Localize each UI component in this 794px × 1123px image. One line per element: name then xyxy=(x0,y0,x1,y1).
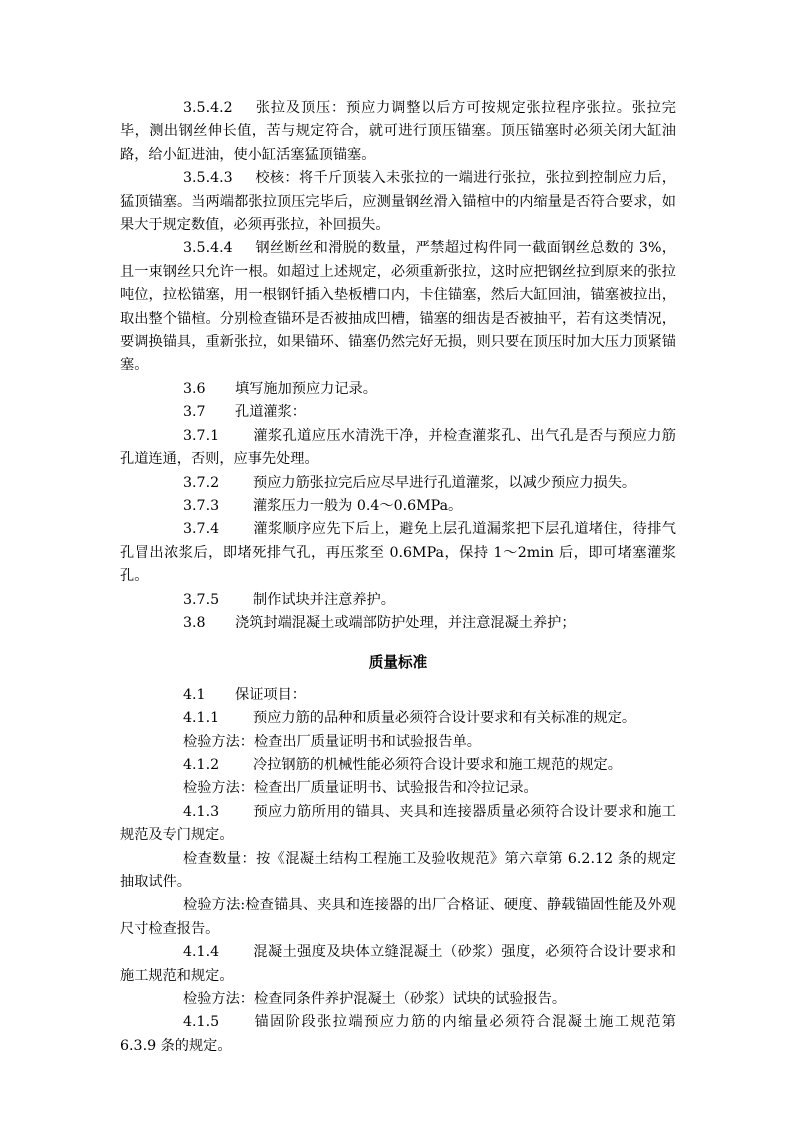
paragraph xyxy=(120,518,676,588)
clause-number: 4.1.2 xyxy=(183,756,220,773)
clause-text: 检查数量：按《混凝土结构工程施工及验收规范》第六章第 6.2.12 条的规定抽取试件。 xyxy=(120,850,676,890)
paragraph xyxy=(120,754,676,777)
clause-number: 3.7.1 xyxy=(183,427,220,444)
paragraph xyxy=(120,237,676,377)
clause-number: 4.1.3 xyxy=(183,803,220,820)
paragraph xyxy=(120,1011,676,1058)
paragraph xyxy=(120,425,676,472)
clause-text: 钢丝断丝和滑脱的数量，严禁超过构件同一截面钢丝总数的 3%，且一束钢丝只允许一根。如超过上述规定，必须重新张拉，这时应把钢丝拉到原来的张拉吨位，拉松锚塞，用一根钢钎插入垫板槽口内，卡住锚塞，然后大缸回油，锚塞被拉出，取出整个锚楦。分别检查锚环是否被抽成凹槽，锚塞的细齿是否被抽平，若有这类情况，要调换锚具，重新张拉，如果锚环、锚塞仍然完好无损，则只要在顶压时加大压力顶紧锚塞。 xyxy=(120,240,676,374)
paragraph xyxy=(120,472,676,495)
clause-number: 3.7 xyxy=(183,404,206,421)
clause-text: 混凝土强度及块体立缝混凝土（砂浆）强度，必须符合设计要求和施工规范和规定。 xyxy=(120,944,676,984)
clause-number: 4.1 xyxy=(183,686,206,703)
clause-text: 保证项目： xyxy=(235,686,306,703)
paragraph xyxy=(120,684,676,707)
clause-text: 检验方法:检查锚具、夹具和连接器的出厂合格证、硬度、静载锚固性能及外观尺寸检查报告。 xyxy=(120,897,676,937)
paragraph xyxy=(120,777,676,800)
clause-text: 灌浆孔道应压水清洗干净，并检查灌浆孔、出气孔是否与预应力筋孔道连通，否则，应事先处理。 xyxy=(120,427,676,468)
paragraph xyxy=(120,988,676,1011)
clause-number: 4.1.1 xyxy=(183,710,220,727)
paragraph xyxy=(120,941,676,988)
paragraph xyxy=(120,801,676,848)
clause-number: 3.5.4.4 xyxy=(183,240,233,257)
clause-text: 浇筑封端混凝土或端部防护处理，并注意混凝土养护； xyxy=(235,614,576,631)
clause-text: 校核：将千斤顶装入未张拉的一端进行张拉，张拉到控制应力后，猛顶锚塞。当两端都张拉顶压完毕后，应测量钢丝滑入锚楦中的内缩量是否符合要求，如果大于规定数值，必须再张拉，补回损失。 xyxy=(120,170,676,234)
paragraph xyxy=(120,495,676,518)
paragraph xyxy=(120,612,676,635)
clause-number: 3.7.5 xyxy=(183,591,220,608)
paragraph xyxy=(120,167,676,237)
clause-number: 3.7.3 xyxy=(183,497,220,514)
clause-text: 预应力筋张拉完后应尽早进行孔道灌浆，以减少预应力损失。 xyxy=(253,474,637,491)
clause-text: 检验方法：检查同条件养护混凝土（砂浆）试块的试验报告。 xyxy=(183,991,567,1008)
clause-text: 检验方法：检查出厂质量证明书、试验报告和冷拉记录。 xyxy=(183,780,538,797)
clause-number: 3.5.4.3 xyxy=(183,170,233,187)
paragraph xyxy=(120,401,676,424)
clause-number: 4.1.4 xyxy=(183,944,220,961)
clause-number: 3.5.4.2 xyxy=(183,100,233,116)
clause-text: 冷拉钢筋的机械性能必须符合设计要求和施工规范的规定。 xyxy=(253,756,622,773)
clause-number: 3.7.2 xyxy=(183,474,220,491)
clause-number: 3.6 xyxy=(183,380,206,397)
paragraph xyxy=(120,378,676,401)
paragraph xyxy=(120,731,676,754)
quality-standards-section xyxy=(120,684,676,1059)
paragraph xyxy=(120,589,676,612)
paragraph xyxy=(120,97,676,167)
clause-text: 锚固阶段张拉端预应力筋的内缩量必须符合混凝土施工规范第 6.3.9 条的规定。 xyxy=(120,1014,676,1054)
clause-text: 孔道灌浆： xyxy=(235,404,306,421)
clause-text: 张拉及顶压：预应力调整以后方可按规定张拉程序张拉。张拉完毕，测出钢丝伸长值，苦与规定符合，就可进行顶压锚塞。顶压锚塞时必须关闭大缸油路，给小缸进油，使小缸活塞猛顶锚塞。 xyxy=(120,100,676,163)
clause-text: 灌浆压力一般为 0.4～0.6MPa。 xyxy=(253,497,463,514)
clause-number: 3.8 xyxy=(183,614,206,631)
clause-number: 4.1.5 xyxy=(183,1014,220,1031)
clause-number: 3.7.4 xyxy=(183,521,220,538)
clause-text: 制作试块并注意养护。 xyxy=(253,591,395,608)
paragraph xyxy=(120,894,676,941)
paragraph xyxy=(120,848,676,895)
paragraph xyxy=(120,707,676,730)
clause-text: 检验方法：检查出厂质量证明书和试验报告单。 xyxy=(183,733,481,750)
clause-text: 填写施加预应力记录。 xyxy=(235,380,377,397)
clause-text: 灌浆顺序应先下后上，避免上层孔道漏浆把下层孔道堵住，待排气孔冒出浓浆后，即堵死排气孔，再压浆至 0.6MPa，保持 1～2min 后，即可堵塞灌浆孔。 xyxy=(120,521,676,585)
clause-text: 预应力筋的品种和质量必须符合设计要求和有关标准的规定。 xyxy=(253,710,637,727)
construction-steps-section xyxy=(120,97,676,635)
clause-text: 预应力筋所用的锚具、夹具和连接器质量必须符合设计要求和施工规范及专门规定。 xyxy=(120,803,676,844)
section-heading: 质量标准 xyxy=(368,654,428,672)
